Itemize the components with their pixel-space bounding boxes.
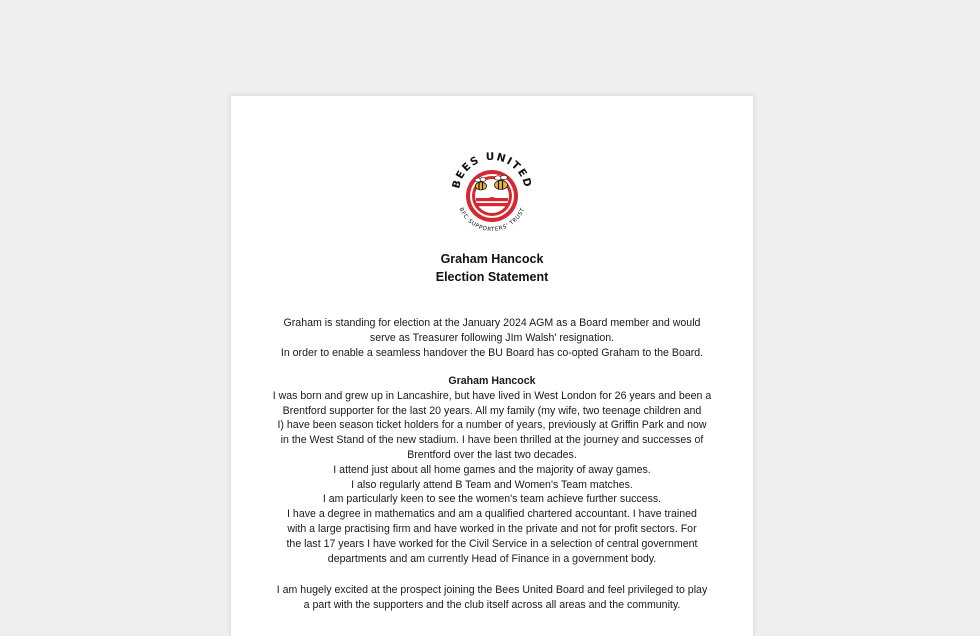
- bio-heading: Graham Hancock: [448, 375, 536, 387]
- text-line: I have a degree in mathematics and am a qualified chartered accountant. I have trained: [287, 508, 697, 521]
- document-page: [231, 96, 753, 636]
- bee-icon: [475, 178, 487, 191]
- text-line: the last 17 years I have worked for the Civil Service in a selection of central government: [286, 537, 698, 550]
- logo-ring-text-bottom: BFC SUPPORTERS' TRUST: [457, 206, 527, 234]
- text-line: I) have been season ticket holders for a number of years, previously at Griffin Park and now: [277, 419, 707, 432]
- text-line: a part with the supporters and the club itself across all areas and the community.: [303, 598, 681, 611]
- text-line: I also regularly attend B Team and Women's Team matches.: [351, 478, 633, 491]
- text-line: serve as Treasurer following JIm Walsh' resignation.: [369, 331, 615, 344]
- bio-section: [255, 374, 729, 566]
- document-title: Graham Hancock: [440, 252, 544, 266]
- bees-united-logo: [445, 146, 539, 240]
- text-line: In order to enable a seamless handover the BU Board has co-opted Graham to the Board.: [280, 346, 704, 359]
- bee-icon: [495, 175, 508, 189]
- intro-paragraph: [255, 316, 729, 360]
- text-line: I am hugely excited at the prospect joining the Bees United Board and feel privileged to play: [276, 584, 708, 596]
- text-line: with a large practising firm and have worked in the private and not for profit sectors. For: [287, 522, 697, 535]
- text-line: in the West Stand of the new stadium. I have been thrilled at the journey and successes of: [280, 434, 704, 447]
- document-subtitle: Election Statement: [435, 270, 549, 284]
- closing-paragraph: [255, 583, 729, 613]
- text-line: Graham is standing for election at the January 2024 AGM as a Board member and would: [283, 317, 701, 329]
- text-line: Brentford over the last two decades.: [407, 448, 577, 461]
- text-line: I was born and grew up in Lancashire, but have lived in West London for 26 years and been a: [272, 389, 712, 402]
- text-line: I am particularly keen to see the women's team achieve further success.: [322, 493, 662, 506]
- text-line: I attend just about all home games and the majority of away games.: [333, 463, 651, 476]
- text-line: departments and am currently Head of Finance in a government body.: [327, 552, 657, 565]
- logo-ring-text-top: BEES UNITED: [450, 150, 534, 190]
- text-line: Brentford supporter for the last 20 years. All my family (my wife, two teenage children and: [282, 404, 702, 417]
